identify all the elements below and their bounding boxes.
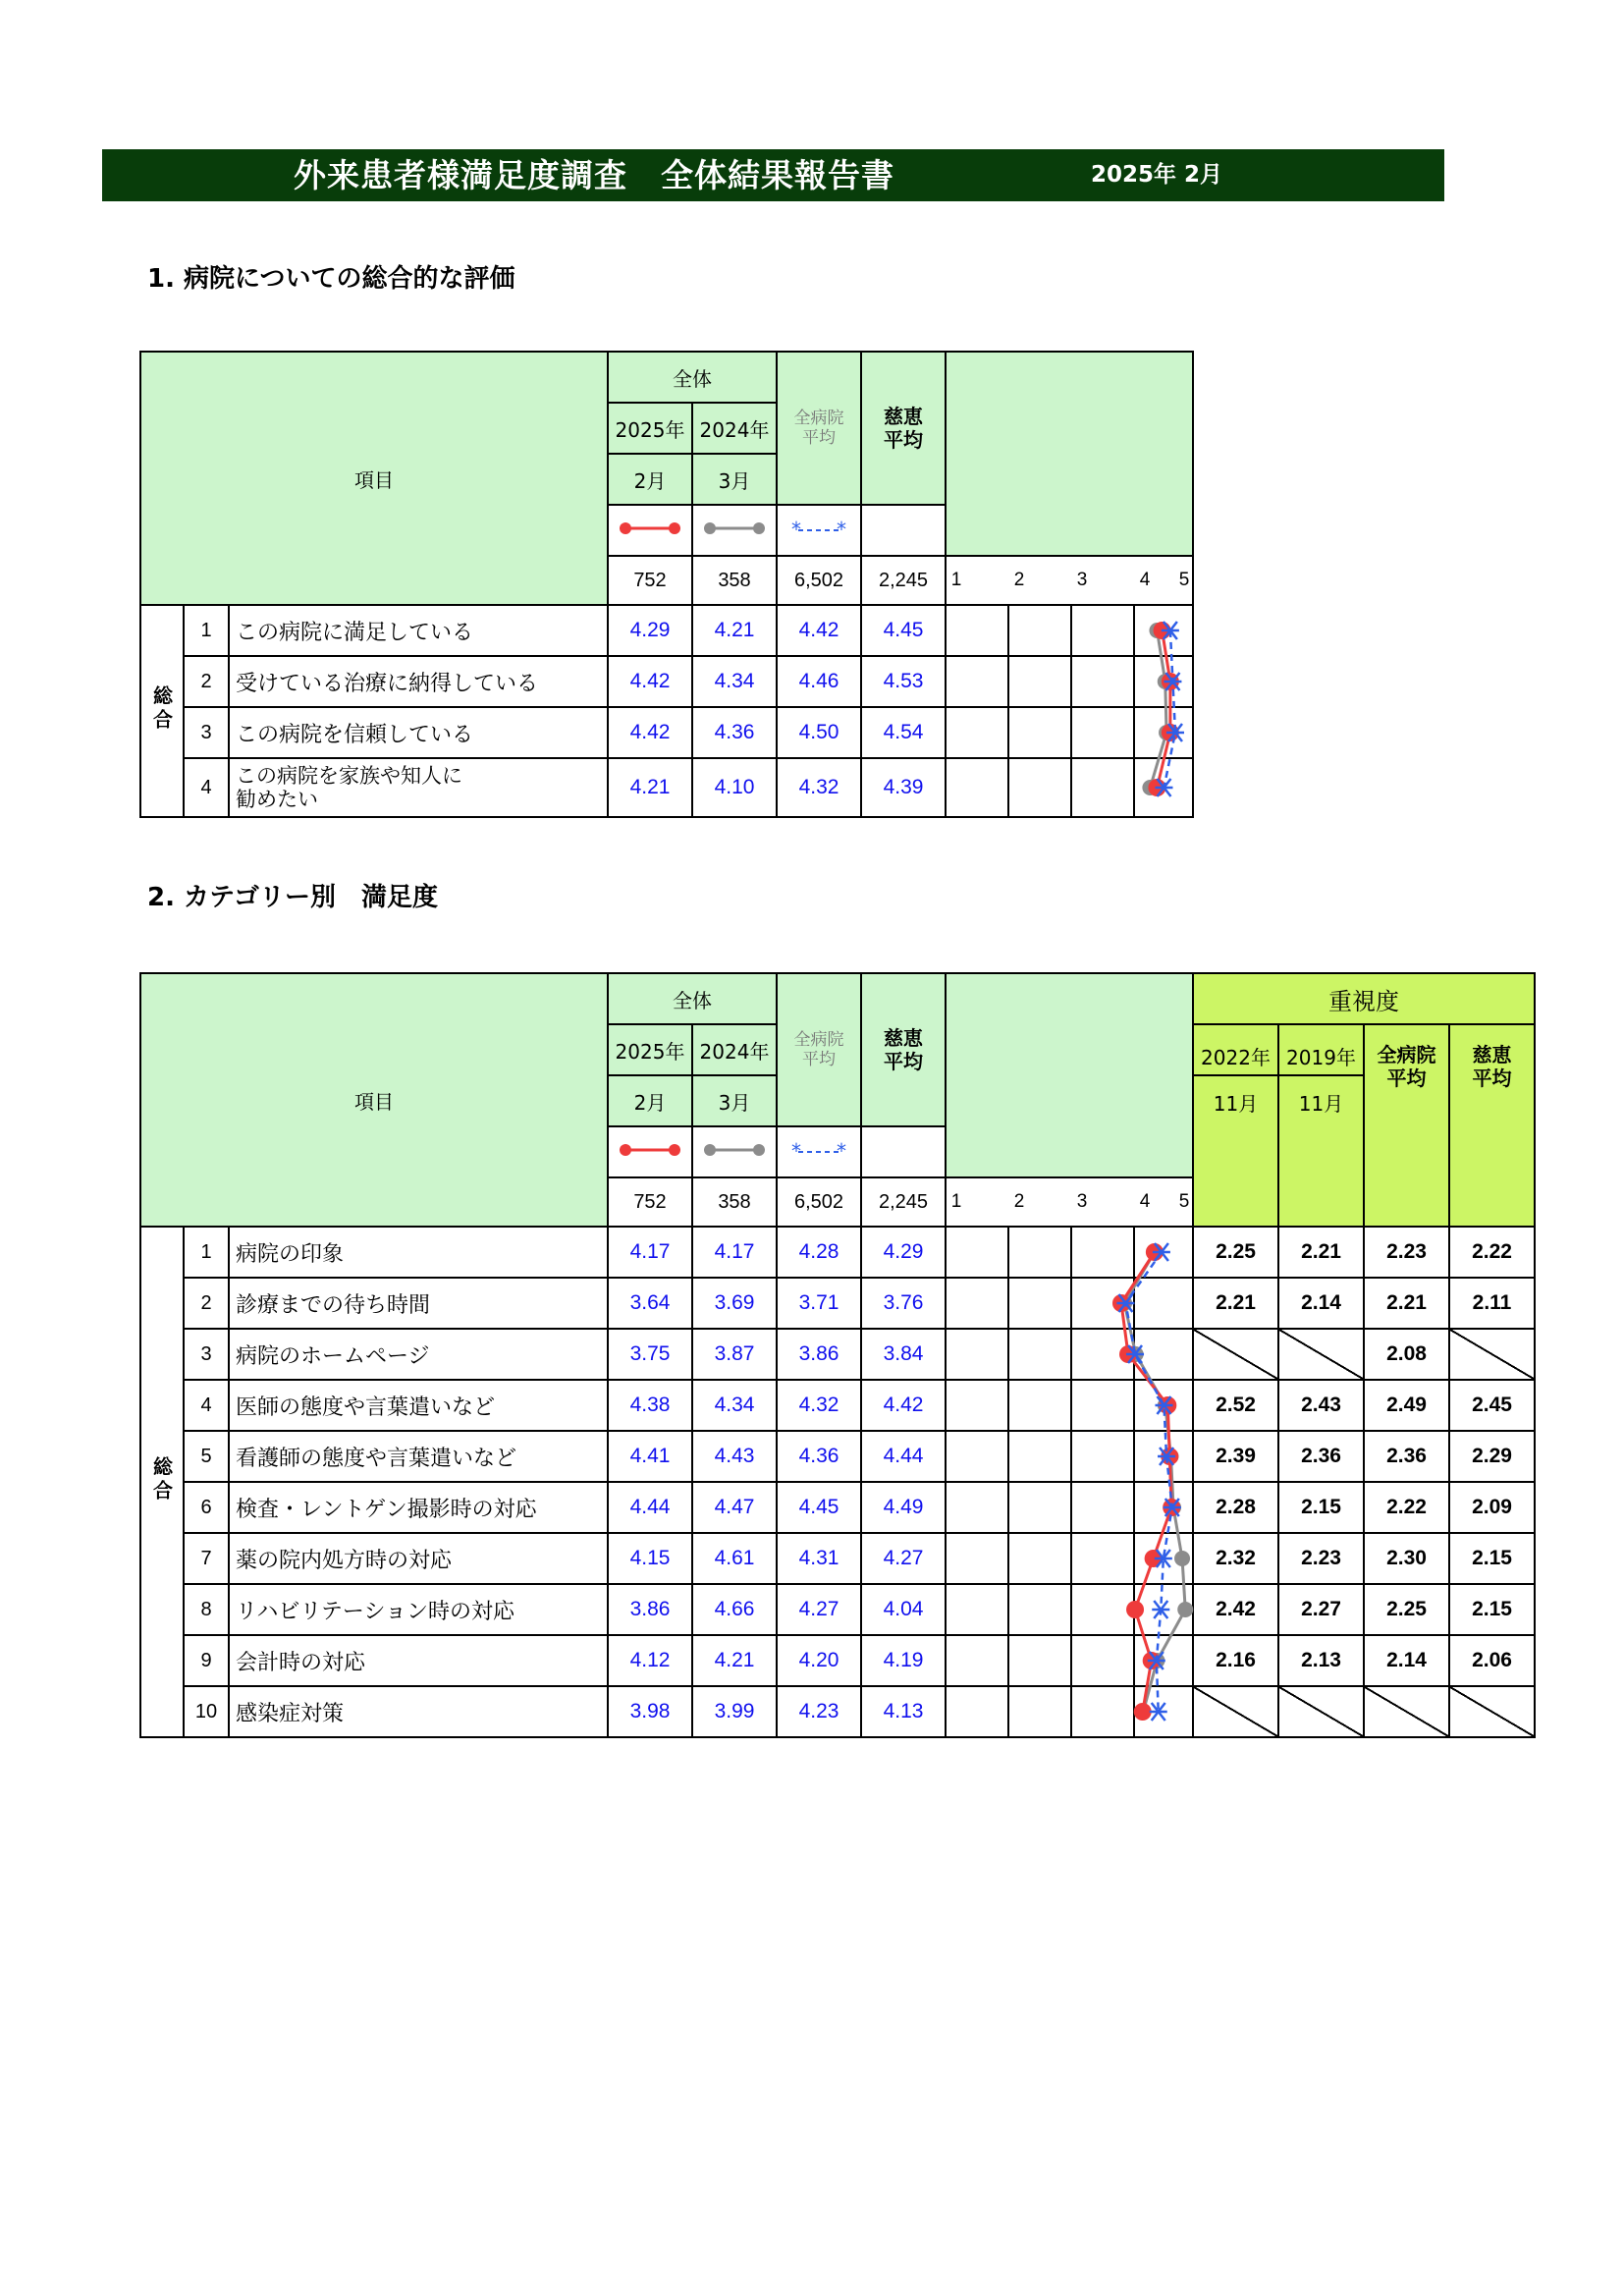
n-2025: 752: [608, 556, 692, 605]
importance-value: 2.22: [1364, 1482, 1449, 1533]
value-v2025: 3.64: [608, 1278, 692, 1329]
value-jikei: 4.54: [861, 707, 946, 758]
importance-value: 2.30: [1364, 1533, 1449, 1584]
scale-tick: 1: [950, 1191, 962, 1212]
value-v2024: 4.61: [692, 1533, 777, 1584]
value-v2024: 3.99: [692, 1686, 777, 1737]
row-label: 医師の態度や言葉遣いなど: [229, 1380, 608, 1431]
importance-value: 2.39: [1193, 1431, 1278, 1482]
n-all: 6,502: [777, 556, 861, 605]
row-label: 看護師の態度や言葉遣いなど: [229, 1431, 608, 1482]
value-2024: 4.21: [692, 605, 777, 656]
imp-jikei-avg-header: 慈恵 平均: [1449, 1024, 1535, 1227]
jikei-avg-header: 慈恵 平均: [861, 352, 946, 505]
svg-text:*: *: [791, 1138, 801, 1162]
value-2025: 4.42: [608, 707, 692, 758]
row-label: この病院に満足している: [229, 605, 608, 656]
value-all: 4.32: [777, 758, 861, 817]
imp-col-2022-year: 2022年: [1193, 1024, 1278, 1075]
all-avg-point: [1153, 1243, 1170, 1261]
row-no: 4: [184, 1380, 229, 1431]
value-jikei: 3.84: [861, 1329, 946, 1380]
point-2024: [1174, 1551, 1190, 1566]
row-no: 7: [184, 1533, 229, 1584]
value-all: 3.71: [777, 1278, 861, 1329]
all-hospital-avg-header: 全病院 平均: [777, 352, 861, 505]
col-2025-year: 2025年: [608, 1024, 692, 1075]
importance-value: 2.08: [1364, 1329, 1449, 1380]
row-label: 受けている治療に納得している: [229, 656, 608, 707]
value-all: 4.31: [777, 1533, 861, 1584]
row-no: 5: [184, 1431, 229, 1482]
value-jikei: 4.04: [861, 1584, 946, 1635]
importance-header: 重視度: [1193, 973, 1535, 1024]
value-v2025: 4.17: [608, 1227, 692, 1278]
importance-value: 2.25: [1364, 1584, 1449, 1635]
item-header: 項目: [140, 973, 608, 1227]
value-all: 3.86: [777, 1329, 861, 1380]
overall-header: 全体: [608, 352, 777, 403]
importance-value: 2.36: [1364, 1431, 1449, 1482]
row-label: この病院を信頼している: [229, 707, 608, 758]
n-2024: 358: [692, 1177, 777, 1227]
value-jikei: 4.49: [861, 1482, 946, 1533]
imp-col-2019-month: 11月: [1278, 1075, 1364, 1227]
importance-value: 2.14: [1278, 1278, 1364, 1329]
importance-value: 2.52: [1193, 1380, 1278, 1431]
importance-value: 2.15: [1449, 1584, 1535, 1635]
importance-value: 2.15: [1449, 1533, 1535, 1584]
row-no: 3: [184, 1329, 229, 1380]
section1-heading: 1. 病院についての総合的な評価: [147, 264, 515, 294]
scale-tick: 1: [950, 570, 962, 590]
scale-tick: 3: [1076, 1191, 1088, 1212]
value-v2025: 4.15: [608, 1533, 692, 1584]
importance-value: 2.22: [1449, 1227, 1535, 1278]
col-2024-year: 2024年: [692, 1024, 777, 1075]
value-v2024: 4.43: [692, 1431, 777, 1482]
n-jikei: 2,245: [861, 1177, 946, 1227]
importance-value: 2.27: [1278, 1584, 1364, 1635]
row-label: リハビリテーション時の対応: [229, 1584, 608, 1635]
value-2024: 4.36: [692, 707, 777, 758]
value-all: 4.42: [777, 605, 861, 656]
svg-text:*: *: [837, 1138, 846, 1162]
importance-value: 2.09: [1449, 1482, 1535, 1533]
value-v2024: 4.17: [692, 1227, 777, 1278]
value-v2024: 3.69: [692, 1278, 777, 1329]
svg-text:*: *: [791, 517, 801, 540]
row-label: 診療までの待ち時間: [229, 1278, 608, 1329]
value-2025: 4.42: [608, 656, 692, 707]
value-v2024: 4.47: [692, 1482, 777, 1533]
imp-col-2022-month: 11月: [1193, 1075, 1278, 1227]
value-2025: 4.21: [608, 758, 692, 817]
value-2025: 4.29: [608, 605, 692, 656]
overall-header: 全体: [608, 973, 777, 1024]
importance-value: 2.23: [1364, 1227, 1449, 1278]
importance-value: 2.11: [1449, 1278, 1535, 1329]
col-2025-year: 2025年: [608, 403, 692, 454]
point-2025: [1134, 1703, 1152, 1721]
value-jikei: 4.27: [861, 1533, 946, 1584]
scale-tick: 2: [1013, 1191, 1025, 1212]
row-no: 8: [184, 1584, 229, 1635]
n-jikei: 2,245: [861, 556, 946, 605]
importance-value: 2.16: [1193, 1635, 1278, 1686]
n-2025: 752: [608, 1177, 692, 1227]
value-jikei: 4.29: [861, 1227, 946, 1278]
all-hospital-avg-header: 全病院 平均: [777, 973, 861, 1126]
scale-tick: 4: [1139, 570, 1151, 590]
point-2024: [1177, 1602, 1193, 1617]
importance-value: 2.25: [1193, 1227, 1278, 1278]
row-no: 9: [184, 1635, 229, 1686]
section2-heading: 2. カテゴリー別 満足度: [147, 883, 438, 912]
scale-tick: 5: [1178, 1191, 1190, 1212]
value-jikei: 4.53: [861, 656, 946, 707]
n-all: 6,502: [777, 1177, 861, 1227]
row-label: 病院の印象: [229, 1227, 608, 1278]
value-v2025: 4.12: [608, 1635, 692, 1686]
importance-value: 2.42: [1193, 1584, 1278, 1635]
importance-value: 2.21: [1193, 1278, 1278, 1329]
value-2024: 4.34: [692, 656, 777, 707]
row-no: 2: [184, 1278, 229, 1329]
row-no: 4: [184, 758, 229, 817]
value-v2025: 4.38: [608, 1380, 692, 1431]
value-all: 4.46: [777, 656, 861, 707]
all-avg-point: [1152, 1601, 1169, 1618]
value-v2025: 4.44: [608, 1482, 692, 1533]
col-2024-month: 3月: [692, 454, 777, 505]
imp-all-avg-header: 全病院 平均: [1364, 1024, 1449, 1227]
row-no: 10: [184, 1686, 229, 1737]
item-header: 項目: [140, 352, 608, 605]
series-line-2: [1125, 1252, 1171, 1712]
scale-tick: 4: [1139, 1191, 1151, 1212]
importance-value: 2.21: [1278, 1227, 1364, 1278]
importance-value: 2.43: [1278, 1380, 1364, 1431]
value-2024: 4.10: [692, 758, 777, 817]
n-2024: 358: [692, 556, 777, 605]
value-all: 4.36: [777, 1431, 861, 1482]
value-all: 4.23: [777, 1686, 861, 1737]
row-label: 検査・レントゲン撮影時の対応: [229, 1482, 608, 1533]
row-label: 病院のホームページ: [229, 1329, 608, 1380]
value-jikei: 3.76: [861, 1278, 946, 1329]
value-all: 4.27: [777, 1584, 861, 1635]
value-jikei: 4.44: [861, 1431, 946, 1482]
importance-value: 2.29: [1449, 1431, 1535, 1482]
row-label: 感染症対策: [229, 1686, 608, 1737]
importance-value: 2.15: [1278, 1482, 1364, 1533]
value-v2024: 4.21: [692, 1635, 777, 1686]
value-v2025: 3.86: [608, 1584, 692, 1635]
row-no: 3: [184, 707, 229, 758]
value-jikei: 4.39: [861, 758, 946, 817]
importance-value: 2.49: [1364, 1380, 1449, 1431]
value-jikei: 4.13: [861, 1686, 946, 1737]
value-v2024: 3.87: [692, 1329, 777, 1380]
importance-value: 2.36: [1278, 1431, 1364, 1482]
row-label: この病院を家族や知人に 勧めたい: [229, 758, 608, 817]
col-2024-month: 3月: [692, 1075, 777, 1126]
value-all: 4.20: [777, 1635, 861, 1686]
value-all: 4.50: [777, 707, 861, 758]
importance-value: 2.14: [1364, 1635, 1449, 1686]
row-label: 薬の院内処方時の対応: [229, 1533, 608, 1584]
value-jikei: 4.42: [861, 1380, 946, 1431]
row-no: 6: [184, 1482, 229, 1533]
scale-tick: 2: [1013, 570, 1025, 590]
importance-value: 2.32: [1193, 1533, 1278, 1584]
importance-value: 2.21: [1364, 1278, 1449, 1329]
value-v2024: 4.66: [692, 1584, 777, 1635]
svg-text:*: *: [837, 517, 846, 540]
imp-col-2019-year: 2019年: [1278, 1024, 1364, 1075]
report-title: 外来患者様満足度調査 全体結果報告書: [294, 156, 894, 194]
row-no: 1: [184, 605, 229, 656]
importance-value: 2.28: [1193, 1482, 1278, 1533]
value-jikei: 4.45: [861, 605, 946, 656]
point-2025: [1126, 1601, 1144, 1618]
value-jikei: 4.19: [861, 1635, 946, 1686]
series-line-1: [1124, 1252, 1185, 1712]
importance-value: 2.13: [1278, 1635, 1364, 1686]
group-label: 総合: [140, 1227, 184, 1737]
importance-value: 2.23: [1278, 1533, 1364, 1584]
scale-tick: 5: [1178, 570, 1190, 590]
jikei-avg-header: 慈恵 平均: [861, 973, 946, 1126]
value-v2025: 3.75: [608, 1329, 692, 1380]
col-2025-month: 2月: [608, 1075, 692, 1126]
row-no: 2: [184, 656, 229, 707]
value-v2024: 4.34: [692, 1380, 777, 1431]
col-2024-year: 2024年: [692, 403, 777, 454]
value-all: 4.28: [777, 1227, 861, 1278]
value-v2025: 4.41: [608, 1431, 692, 1482]
value-v2025: 3.98: [608, 1686, 692, 1737]
col-2025-month: 2月: [608, 454, 692, 505]
value-all: 4.45: [777, 1482, 861, 1533]
row-label: 会計時の対応: [229, 1635, 608, 1686]
report-date: 2025年 2月: [1091, 162, 1223, 188]
importance-value: 2.45: [1449, 1380, 1535, 1431]
group-label: 総合: [140, 605, 184, 817]
importance-value: 2.06: [1449, 1635, 1535, 1686]
row-no: 1: [184, 1227, 229, 1278]
scale-tick: 3: [1076, 570, 1088, 590]
value-all: 4.32: [777, 1380, 861, 1431]
